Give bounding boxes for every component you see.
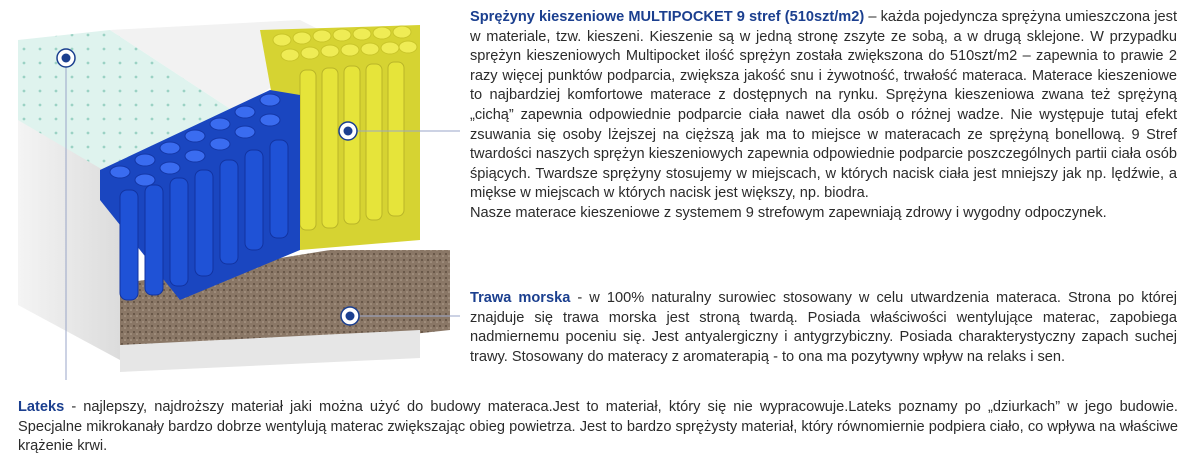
latex-text: - najlepszy, najdroższy materiał jaki można użyć do budowy materaca.Jest to materiał, który się nie wypracowuje.Lateks poznamy po „dziurkach” w jego budowie. Specjalne mikrokanały bardzo dobrze wentylują materac zwiększając obieg powietrza. Jest to bardzo sprężysty materiał, który równomiernie podpiera ciało, co wpływa na właściwe krążenie krwi. <box>18 399 1178 455</box>
seaweed-description <box>470 289 1177 367</box>
seaweed-paragraph <box>470 289 1177 367</box>
springs-description <box>470 8 1177 224</box>
seaweed-marker-icon <box>341 307 359 325</box>
latex-description <box>18 398 1178 457</box>
seaweed-title: Trawa morska <box>470 290 571 306</box>
springs-paragraph <box>470 8 1177 204</box>
springs-marker-icon <box>339 122 357 140</box>
springs-title: Sprężyny kieszeniowe MULTIPOCKET 9 stref (510szt/m2) <box>470 9 865 25</box>
latex-title: Lateks <box>18 399 65 415</box>
latex-paragraph <box>18 398 1178 457</box>
springs-extra: Nasze materace kieszeniowe z systemem 9 strefowym zapewniają zdrowy i wygodny odpoczynek. <box>470 204 1107 221</box>
mattress-cross-section-illustration <box>0 0 460 380</box>
springs-text: – każda pojedyncza sprężyna umieszczona jest w materiale, tzw. kieszeni. Kieszenie są w jedną stronę zszyte ze sobą, a w drugą sklejone. W przypadku sprężyn kieszeniowych Multipocket ilość sprężyn została zwiększona do 510szt/m2 – zapewnia to prawie 2 razy więcej punktów podparcia, zwiększa jakość snu i żywotność, trwałość materaca. Materace kieszeniowe to najbardziej komfortowe materace z dostępnych na rynku. Sprężyna kieszeniowa zwana też sprężyną „cichą” zapewnia odpowiednie podparcie ciała nawet dla osób o różnej wadze. Nie występuje tutaj efekt zsuwania się osoby lżejszej na cięższą jak ma to miejsce w materacach ze sprężyną bonellową. 9 Stref twardości naszych sprężyn kieszeniowych zapewnia odpowiednie podparcie poszczególnych partii ciała osób śpiących. Twardsze sprężyny stosujemy w miejscach, w których nacisk ciała jest mniejszy jak np. lędźwie, a miękse w miejscach w których nacisk jest większy, np. biodra. <box>470 9 1178 202</box>
seaweed-text: - w 100% naturalny surowiec stosowany w celu utwardzenia materaca. Strona po której znajduje się trawa morska jest stroną twardą. Posiada właściwości wentylujące materac, zapobiega nadmiernemu poceniu się. Jest antyalergiczny i antygrzybiczny. Posiada charakterystyczny zapach suchej trawy. Stosowany do materacy z aromaterapią - to ona ma pozytywny wpływ na relaks i sen. <box>470 290 1177 365</box>
latex-marker-icon <box>57 49 75 67</box>
